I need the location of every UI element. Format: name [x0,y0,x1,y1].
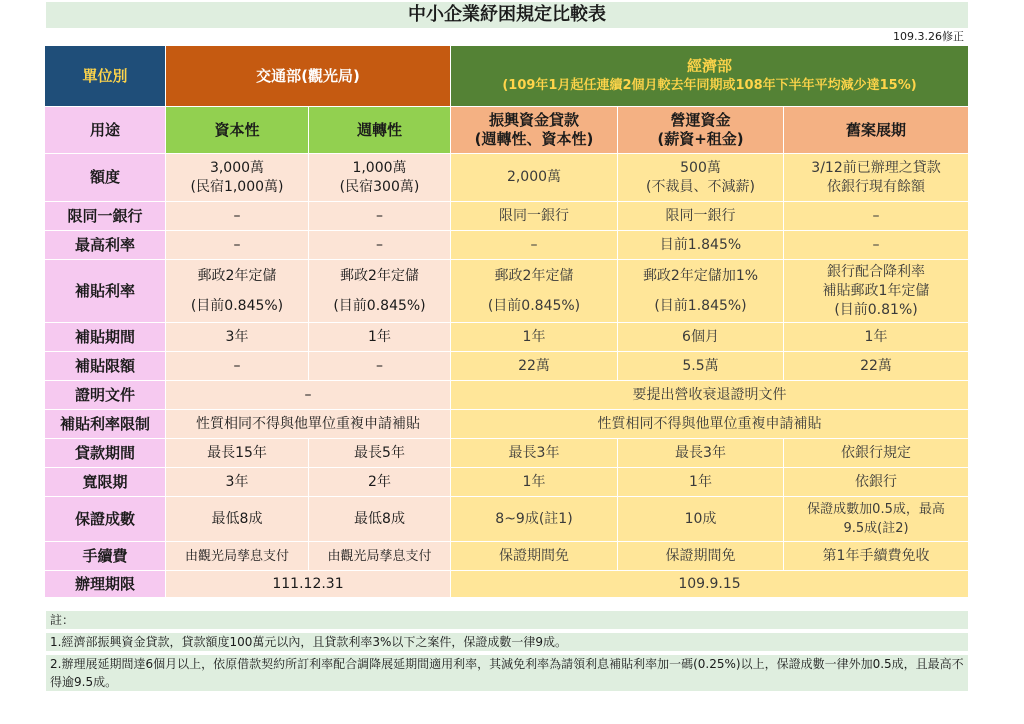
cell-line: 500萬 [680,159,721,176]
cell-line: 補貼郵政1年定儲 [822,282,930,299]
table-cell: 10成 [618,497,784,542]
grace-row [45,468,969,497]
row-label: 貸款期間 [45,439,166,468]
amount-row [45,154,969,202]
cell-line: (目前0.845%) [190,298,284,314]
table-cell: 第1年手續費免收 [784,542,969,571]
row-label: 補貼限額 [45,352,166,381]
cell-line: (民宿1,000萬) [190,178,284,195]
cell-line: (不裁員、不減薪) [646,178,755,195]
table-cell: 1年 [451,323,618,352]
max-rate-row [45,231,969,260]
unit-header: 單位別 [45,46,166,107]
row-label: 證明文件 [45,381,166,410]
subsidy-limit-row [45,352,969,381]
table-cell: 22萬 [784,352,969,381]
table-cell [784,154,969,202]
table-cell [451,260,618,323]
note-2: 2.辦理展延期間達6個月以上，依原借款契約所訂利率配合調降展延期間適用利率，其減免利率為請領利息補貼利率加一碼(0.25%)以上，保證成數一律外加0.5成，且最高不得逾9.5成。 [46,655,968,691]
cell-line: (目前0.845%) [487,298,581,314]
deadline-row [45,571,969,598]
operating-subtitle: (薪資+租金) [657,130,744,148]
table-cell: – [309,352,451,381]
operating-column-header [618,107,784,154]
table-cell: – [784,231,969,260]
same-bank-row [45,202,969,231]
row-label: 手續費 [45,542,166,571]
table-cell: 最長3年 [451,439,618,468]
cell-line: 1,000萬 [352,159,407,176]
cell-line: 3,000萬 [209,159,265,176]
table-cell: 111.12.31 [166,571,451,598]
table-cell: 3年 [166,323,309,352]
revival-column-header [451,107,618,154]
table-cell: 3年 [166,468,309,497]
notes-heading: 註： [46,611,968,629]
row-label: 用途 [45,107,166,154]
extension-column-header: 舊案展期 [784,107,969,154]
purpose-row [45,107,969,154]
table-cell [618,260,784,323]
cell-line: (目前1.845%) [654,298,747,314]
turnover-column-header: 週轉性 [309,107,451,154]
table-cell: 由觀光局孳息支付 [166,542,309,571]
table-cell: 限同一銀行 [618,202,784,231]
table-cell [784,260,969,323]
table-cell: – [784,202,969,231]
revival-subtitle: (週轉性、資本性) [474,130,594,148]
table-cell [166,260,309,323]
row-label: 最高利率 [45,231,166,260]
economy-condition: (109年1月起任連續2個月較去年同期或108年下半年平均減少達15%) [502,78,917,93]
cell-line: 保證成數加0.5成，最高 [807,502,945,517]
cell-line: 郵政2年定儲加1% [642,268,759,284]
table-cell: 5.5萬 [618,352,784,381]
row-label: 保證成數 [45,497,166,542]
table-cell: 保證期間免 [451,542,618,571]
note-1: 1.經濟部振興資金貸款，貸款額度100萬元以內，且貸款利率3%以下之案件，保證成數一律9成。 [46,633,968,651]
revival-title: 振興資金貸款 [488,111,579,129]
revision-date: 109.3.26修正 [893,30,964,43]
page-title: 中小企業紓困規定比較表 [46,2,968,28]
comparison-table [44,45,969,598]
cell-line: 郵政2年定儲 [197,268,277,284]
table-cell: 8~9成(註1) [451,497,618,542]
table-cell: 1年 [451,468,618,497]
table-cell: 2年 [309,468,451,497]
table-cell: 6個月 [618,323,784,352]
notes-section [46,611,968,695]
row-label: 補貼利率限制 [45,410,166,439]
table-cell: 依銀行 [784,468,969,497]
table-cell: 109.9.15 [451,571,969,598]
fee-row [45,542,969,571]
cell-line: (民宿300萬) [339,178,420,195]
table-cell: 保證期間免 [618,542,784,571]
capital-column-header: 資本性 [166,107,309,154]
row-label: 補貼利率 [45,260,166,323]
cell-line: 3/12前已辦理之貸款 [811,159,941,176]
row-label: 限同一銀行 [45,202,166,231]
table-cell [166,154,309,202]
cell-line: (目前0.81%) [834,301,918,318]
economy-header [451,46,969,107]
cell-line: 銀行配合降利率 [827,263,926,280]
subsidy-rate-row [45,260,969,323]
table-cell: 最長3年 [618,439,784,468]
cell-line: 郵政2年定儲 [494,268,574,284]
table-cell: 1年 [618,468,784,497]
tourism-header: 交通部(觀光局) [166,46,451,107]
table-cell: 2,000萬 [451,154,618,202]
table-cell [309,154,451,202]
table-cell: 性質相同不得與他單位重複申請補貼 [451,410,969,439]
cell-line: 9.5成(註2) [843,521,909,536]
table-cell: 目前1.845% [618,231,784,260]
loan-period-row [45,439,969,468]
row-label: 寬限期 [45,468,166,497]
table-cell: – [309,202,451,231]
table-cell: 限同一銀行 [451,202,618,231]
table-cell: – [451,231,618,260]
cell-line: 依銀行現有餘額 [827,178,926,195]
cell-line: 郵政2年定儲 [340,268,419,284]
economy-title: 經濟部 [687,57,733,75]
table-cell: 要提出營收衰退證明文件 [451,381,969,410]
rate-limit-row [45,410,969,439]
table-cell: 最長15年 [166,439,309,468]
guarantee-row [45,497,969,542]
table-cell: 最低8成 [309,497,451,542]
table-cell: – [309,231,451,260]
row-label: 補貼期間 [45,323,166,352]
operating-title: 營運資金 [670,111,731,129]
row-label: 額度 [45,154,166,202]
cell-line: (目前0.845%) [333,298,426,314]
table-cell: – [166,352,309,381]
table-cell: – [166,202,309,231]
header-row [45,46,969,107]
table-cell: 性質相同不得與他單位重複申請補貼 [166,410,451,439]
table-cell: 最長5年 [309,439,451,468]
table-cell [618,154,784,202]
subsidy-period-row [45,323,969,352]
table-cell: – [166,231,309,260]
table-cell: 由觀光局孳息支付 [309,542,451,571]
row-label: 辦理期限 [45,571,166,598]
table-cell: 1年 [784,323,969,352]
table-cell: 22萬 [451,352,618,381]
table-cell: 1年 [309,323,451,352]
table-cell [309,260,451,323]
table-cell: – [166,381,451,410]
proof-row [45,381,969,410]
table-cell: 最低8成 [166,497,309,542]
table-cell: 依銀行規定 [784,439,969,468]
table-cell [784,497,969,542]
